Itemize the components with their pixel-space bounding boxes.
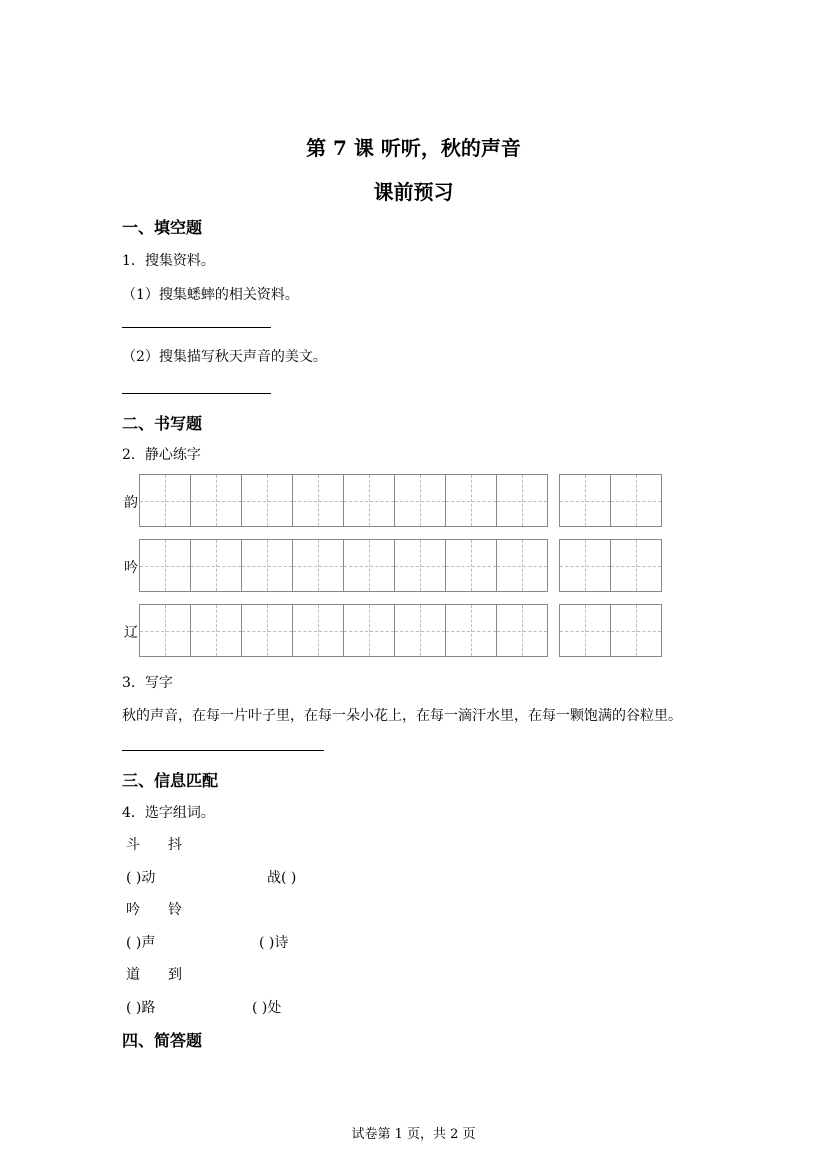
writing-cell[interactable] <box>292 474 344 527</box>
word-blank[interactable]: 战( ) <box>267 870 297 886</box>
writing-grid[interactable] <box>139 474 547 527</box>
question-stem: 4．选字组词。 <box>122 805 215 821</box>
writing-cell[interactable] <box>445 474 497 527</box>
section-heading: 一、填空题 <box>122 218 203 237</box>
writing-cell[interactable] <box>496 604 548 657</box>
section-heading: 三、信息匹配 <box>122 771 219 790</box>
copy-text: 秋的声音，在每一片叶子里，在每一朵小花上，在每一滴汗水里，在每一颗饱满的谷粒里。 <box>122 708 682 724</box>
writing-cell[interactable] <box>190 604 242 657</box>
writing-cell[interactable] <box>343 474 395 527</box>
writing-cell[interactable] <box>139 474 191 527</box>
writing-cell[interactable] <box>190 474 242 527</box>
char-option: 到 <box>168 967 182 983</box>
question-stem: 2．静心练字 <box>122 447 201 463</box>
writing-cell[interactable] <box>139 539 191 592</box>
answer-line[interactable] <box>122 327 271 328</box>
writing-cell[interactable] <box>292 604 344 657</box>
writing-cell[interactable] <box>394 474 446 527</box>
writing-cell[interactable] <box>445 539 497 592</box>
practice-char: 吟 <box>124 560 138 576</box>
char-option: 道 <box>126 967 140 983</box>
word-blank[interactable]: ( )诗 <box>259 935 289 951</box>
writing-cell[interactable] <box>241 474 293 527</box>
writing-cell[interactable] <box>292 539 344 592</box>
writing-cell[interactable] <box>343 604 395 657</box>
writing-grid[interactable] <box>559 539 661 592</box>
writing-grid[interactable] <box>559 604 661 657</box>
char-option: 铃 <box>168 902 182 918</box>
word-blank[interactable]: ( )声 <box>126 935 156 951</box>
writing-grid[interactable] <box>139 539 547 592</box>
page-subtitle: 课前预习 <box>373 180 454 204</box>
question-stem: 1．搜集资料。 <box>122 253 215 269</box>
writing-cell[interactable] <box>610 474 662 527</box>
writing-cell[interactable] <box>394 539 446 592</box>
question-part: （1）搜集蟋蟀的相关资料。 <box>122 287 299 303</box>
practice-char: 辽 <box>124 625 138 641</box>
question-part: （2）搜集描写秋天声音的美文。 <box>122 349 327 365</box>
writing-grid[interactable] <box>559 474 661 527</box>
writing-cell[interactable] <box>610 539 662 592</box>
word-blank[interactable]: ( )动 <box>126 870 156 886</box>
page-footer: 试卷第 1 页，共 2 页 <box>351 1127 476 1142</box>
practice-char: 韵 <box>124 495 138 511</box>
word-blank[interactable]: ( )路 <box>126 1000 156 1016</box>
page-title: 第 7 课 听听，秋的声音 <box>306 136 521 160</box>
writing-cell[interactable] <box>496 474 548 527</box>
writing-cell[interactable] <box>445 604 497 657</box>
writing-cell[interactable] <box>241 539 293 592</box>
answer-line[interactable] <box>122 393 271 394</box>
char-option: 吟 <box>126 902 140 918</box>
writing-cell[interactable] <box>610 604 662 657</box>
writing-cell[interactable] <box>343 539 395 592</box>
writing-cell[interactable] <box>394 604 446 657</box>
writing-cell[interactable] <box>559 604 611 657</box>
writing-cell[interactable] <box>190 539 242 592</box>
char-option: 抖 <box>168 837 182 853</box>
char-option: 斗 <box>126 837 140 853</box>
writing-cell[interactable] <box>559 474 611 527</box>
answer-line[interactable] <box>122 750 324 751</box>
question-stem: 3．写字 <box>122 675 173 691</box>
writing-cell[interactable] <box>139 604 191 657</box>
writing-cell[interactable] <box>496 539 548 592</box>
writing-grid[interactable] <box>139 604 547 657</box>
word-blank[interactable]: ( )处 <box>252 1000 282 1016</box>
writing-cell[interactable] <box>559 539 611 592</box>
writing-cell[interactable] <box>241 604 293 657</box>
section-heading: 二、书写题 <box>122 414 203 433</box>
section-heading: 四、简答题 <box>122 1031 203 1050</box>
